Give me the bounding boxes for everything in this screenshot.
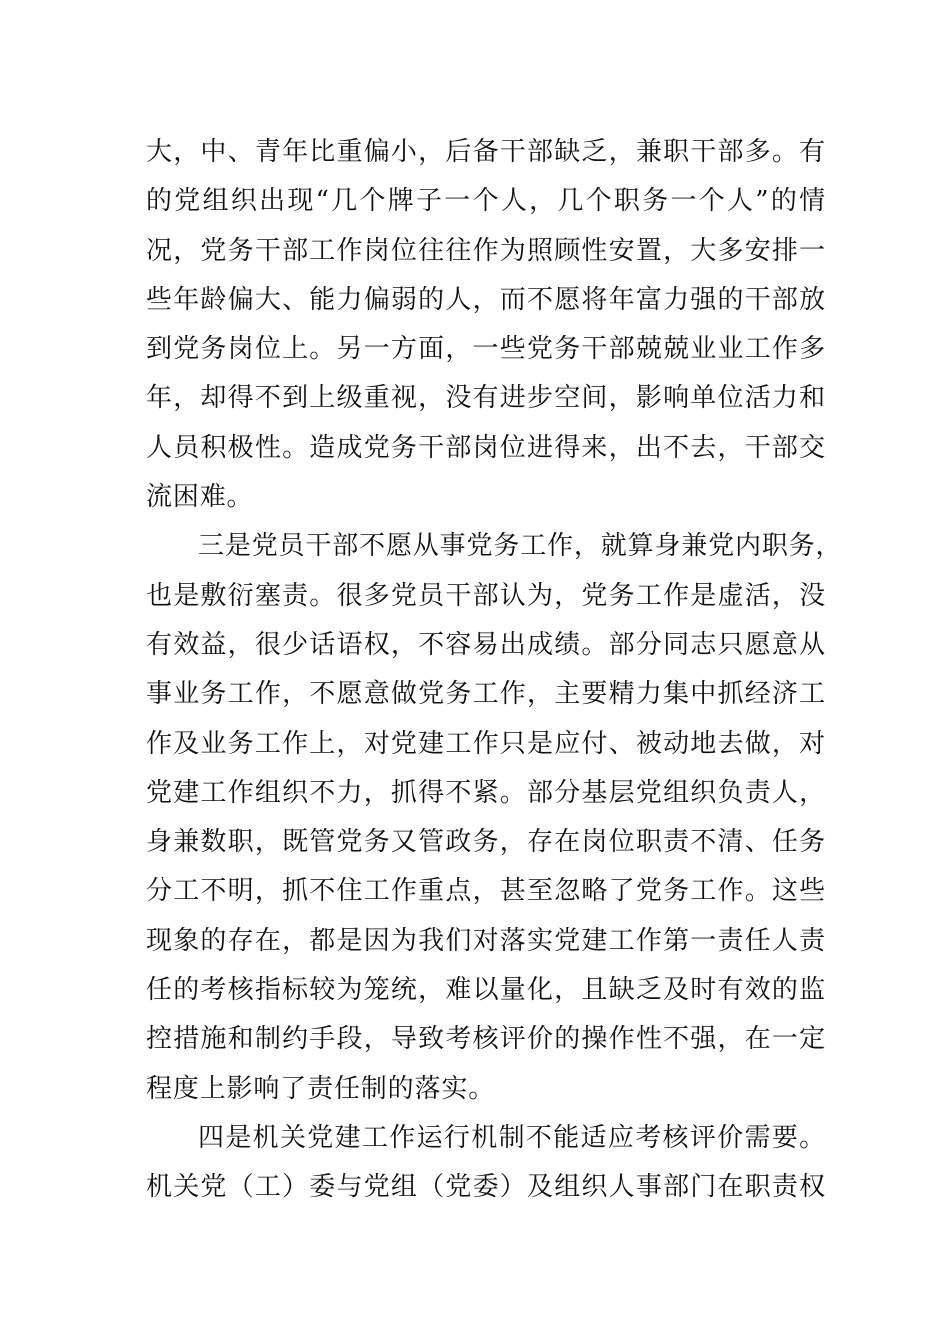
text-line: 些年龄偏大、能力偏弱的人，而不愿将年富力强的干部放 (146, 284, 826, 315)
text-line: 人员积极性。造成党务干部岗位进得来，出不去，干部交 (146, 432, 826, 463)
text-line: 程度上影响了责任制的落实。 (146, 1073, 496, 1104)
text-line: 现象的存在，都是因为我们对落实党建工作第一责任人责 (146, 925, 826, 956)
text-line: 大，中、青年比重偏小，后备干部缺乏，兼职干部多。有 (146, 137, 826, 167)
text-line: 况，党务干部工作岗位往往作为照顾性安置，大多安排一 (146, 235, 826, 266)
text-line: 也是敷衍塞责。很多党员干部认为，党务工作是虚活，没 (146, 580, 826, 611)
text-line: 分工不明，抓不住工作重点，甚至忽略了党务工作。这些 (146, 876, 826, 907)
text-line: 流困难。 (146, 482, 254, 513)
text-line: 到党务岗位上。另一方面，一些党务干部兢兢业业工作多 (146, 334, 826, 365)
text-line: 作及业务工作上，对党建工作只是应付、被动地去做，对 (146, 728, 826, 759)
text-line: 的党组织出现“几个牌子一个人，几个职务一个人”的情 (146, 186, 826, 217)
text-line: 党建工作组织不力，抓得不紧。部分基层党组织负责人， (146, 777, 826, 808)
paragraph-start-line: 四是机关党建工作运行机制不能适应考核评价需要。 (198, 1122, 826, 1153)
text-line: 有效益，很少话语权，不容易出成绩。部分同志只愿意从 (146, 629, 826, 660)
paragraph-start-line: 三是党员干部不愿从事党务工作，就算身兼党内职务， (198, 531, 843, 562)
text-line: 身兼数职，既管党务又管政务，存在岗位职责不清、任务 (146, 827, 826, 858)
text-line: 机关党（工）委与党组（党委）及组织人事部门在职责权 (146, 1172, 826, 1203)
body-text (146, 128, 843, 1213)
text-line: 任的考核指标较为笼统，难以量化，且缺乏及时有效的监 (146, 975, 826, 1006)
text-line: 事业务工作，不愿意做党务工作，主要精力集中抓经济工 (146, 679, 826, 710)
text-line: 控措施和制约手段，导致考核评价的操作性不强，在一定 (146, 1024, 826, 1055)
text-line: 年，却得不到上级重视，没有进步空间，影响单位活力和 (146, 383, 826, 414)
